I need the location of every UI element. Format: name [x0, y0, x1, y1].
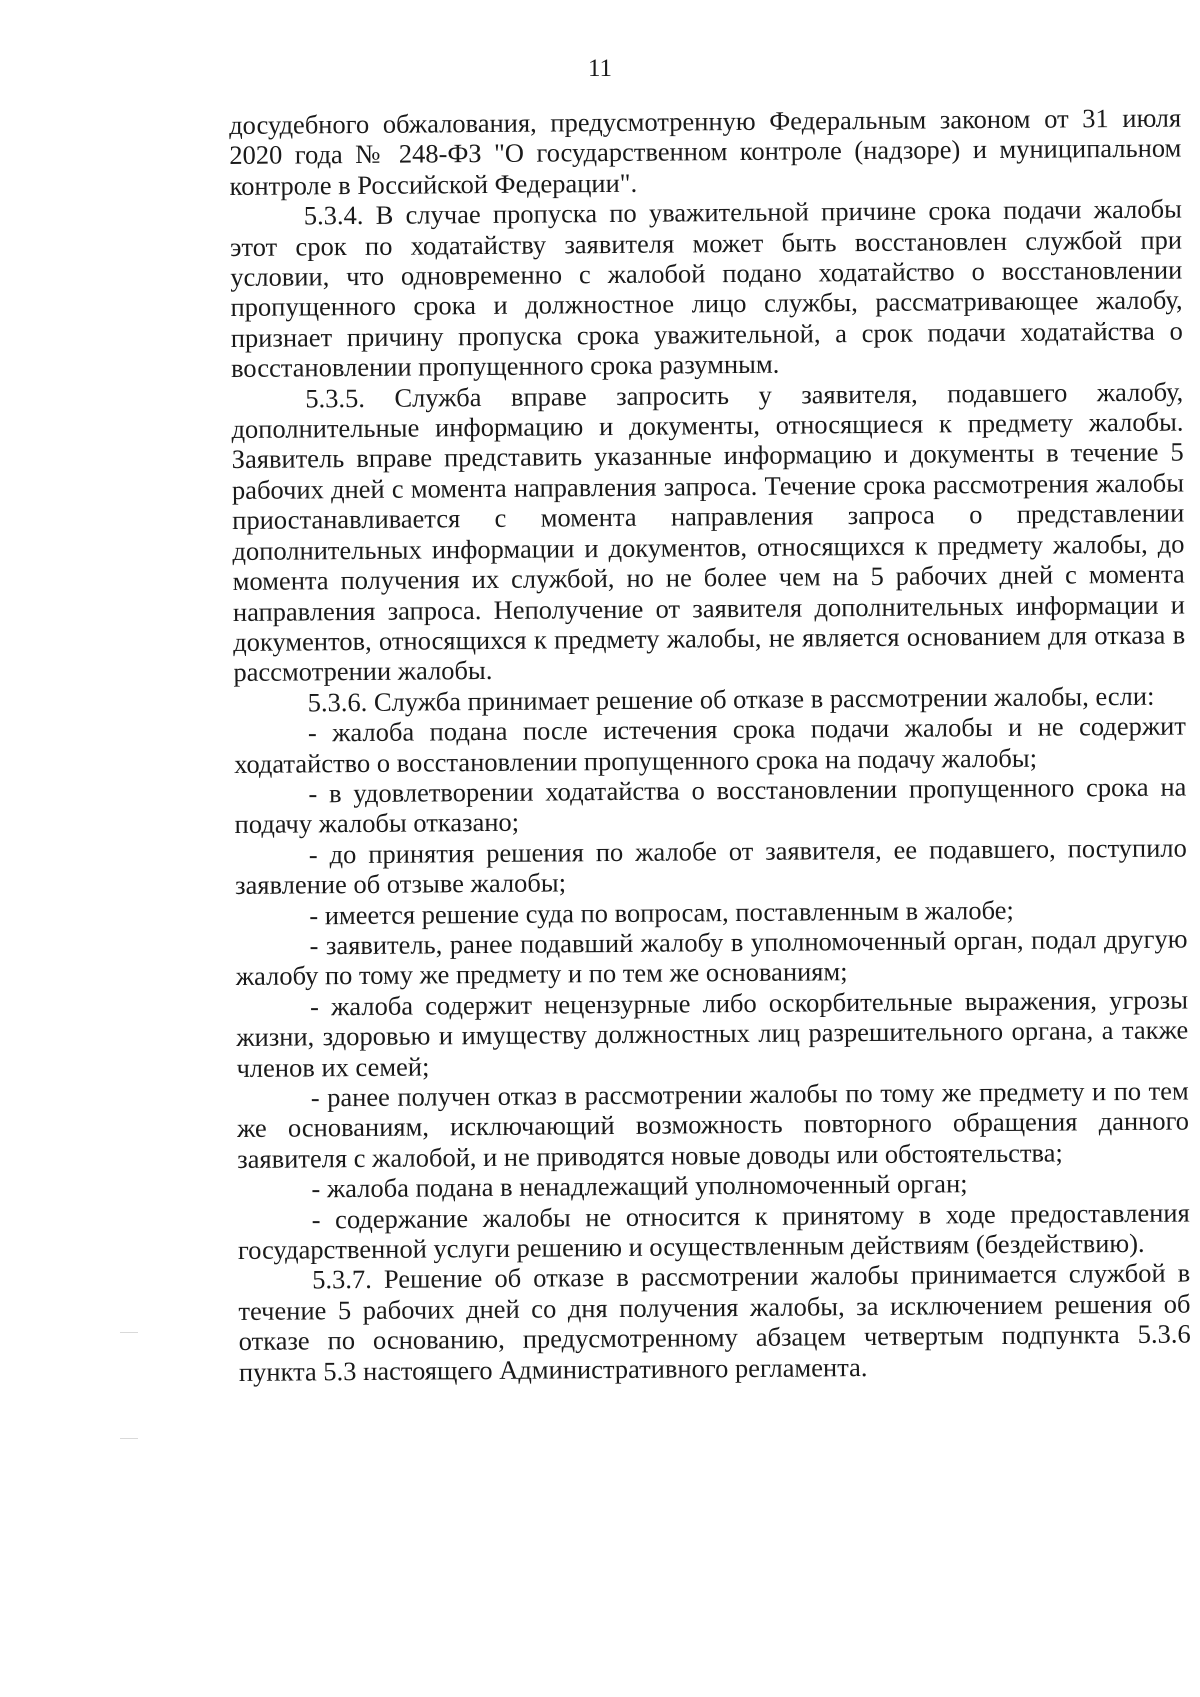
paragraph-5-3-6: 5.3.6. Служба принимает решение об отказе в рассмотрении жалобы, если:	[307, 680, 1155, 718]
list-item: - имеется решение суда по вопросам, поставленным в жалобе;	[309, 894, 1014, 930]
paragraph-5-3-4: 5.3.4. В случае пропуска по уважительной причине срока подачи жалобы этот срок по ходатайству заявителя может быть восстановлен службой при условии, что одновременно с жалобой подано ходатайство о восстановлении пропущенного срока и должностное лицо службы, рассматривающее жалобу, признает причину пропуска срока уважительной, а срок подачи ходатайства о восстановлении пропущенного срока разумным.	[229, 193, 1183, 384]
paragraph-continuation: досудебного обжалования, предусмотренную Федеральным законом от 31 июля 2020 года № 248-ФЗ "О государственном контроле (надзоре) и муниципальном контроле в Российской Федерации".	[229, 102, 1182, 201]
list-item: - до принятия решения по жалобе от заявителя, ее подавшего, поступило заявление об отзыве жалобы;	[234, 832, 1187, 901]
list-item: - жалоба подана после истечения срока подачи жалобы и не содержит ходатайство о восстановлении пропущенного срока на подачу жалобы;	[234, 710, 1186, 779]
list-item: - в удовлетворении ходатайства о восстановлении пропущенного срока на подачу жалобы отказано;	[234, 771, 1187, 840]
list-item: - жалоба подана в ненадлежащий уполномоченный орган;	[311, 1168, 968, 1204]
margin-mark	[120, 1438, 138, 1439]
list-item: - ранее получен отказ в рассмотрении жалобы по тому же предмету и по тем же основаниям, исключающий возможность повторного обращения данного заявителя с жалобой, и не приводятся новые доводы или обстоятельства;	[236, 1075, 1190, 1174]
list-item: - заявитель, ранее подавший жалобу в уполномоченный орган, подал другую жалобу по тому же предмету и по тем же основаниям;	[235, 923, 1188, 992]
page-number: 11	[587, 55, 613, 82]
list-item: - жалоба содержит нецензурные либо оскорбительные выражения, угрозы жизни, здоровью и имуществу должностных лиц разрешительного органа, а также членов их семей;	[236, 984, 1189, 1083]
margin-mark	[120, 1332, 138, 1333]
list-item: - содержание жалобы не относится к принятому в ходе предоставления государственной услуги решению и осуществленным действиям (бездействию).	[237, 1197, 1190, 1265]
paragraph-5-3-7: 5.3.7. Решение об отказе в рассмотрении жалобы принимается службой в течение 5 рабочих дней со дня получения жалобы, за исключением решения об отказе по основанию, предусмотренному абзацем четвертым подпункта 5.3.6 пункта 5.3 настоящего Административного регламента.	[238, 1257, 1191, 1387]
paragraph-5-3-5: 5.3.5. Служба вправе запросить у заявителя, подавшего жалобу, дополнительные информацию и документы, относящиеся к предмету жалобы. Заявитель вправе представить указанные информацию и документы в течение 5 рабочих дней с момента направления запроса. Течение срока рассмотрения жалобы приостанавливается с момента направления запроса о представлении дополнительных информации и документов, относящихся к предмету жалобы, до момента получения их службой, но не более чем на 5 рабочих дней с момента направления запроса. Неполучение от заявителя дополнительных информации и документов, относящихся к предмету жалобы, не является основанием для отказа в рассмотрении жалобы.	[231, 376, 1186, 688]
document-body	[229, 103, 1191, 1388]
